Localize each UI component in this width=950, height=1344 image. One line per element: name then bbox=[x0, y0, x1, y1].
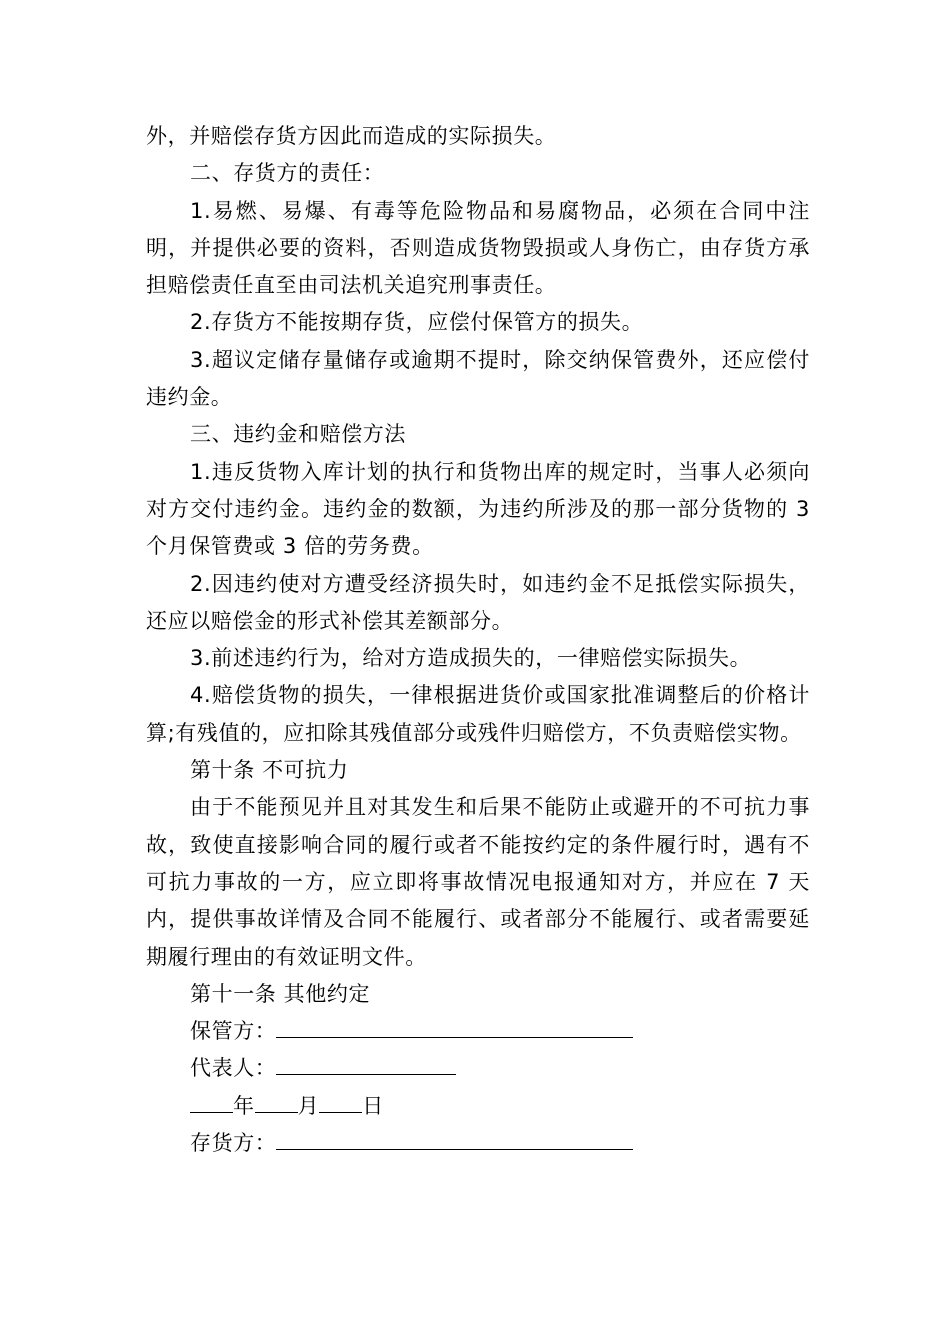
clause-goods-loss: 4.赔偿货物的损失，一律根据进货价或国家批准调整后的价格计算;有残值的，应扣除其残值部分或残件归赔偿方，不负责赔偿实物。 bbox=[146, 683, 810, 745]
custodian-blank[interactable] bbox=[276, 1015, 633, 1038]
representative-blank[interactable] bbox=[276, 1052, 456, 1075]
custodian-signature-line bbox=[146, 1013, 810, 1050]
paragraph-continuation: 外，并赔偿存货方因此而造成的实际损失。 bbox=[146, 124, 557, 148]
clause-penalty-amount: 1.违反货物入库计划的执行和货物出库的规定时，当事人必须向对方交付违约金。违约金的数额，为违约所涉及的那一部分货物的 3 个月保管费或 3 倍的劳务费。 bbox=[146, 459, 810, 559]
article-ten-heading: 第十条 不可抗力 bbox=[190, 758, 349, 783]
month-blank[interactable] bbox=[255, 1090, 298, 1113]
representative-label: 代表人： bbox=[190, 1056, 277, 1081]
date-line bbox=[146, 1088, 810, 1125]
article-eleven-heading: 第十一条 其他约定 bbox=[190, 981, 371, 1006]
year-label: 年 bbox=[233, 1093, 255, 1118]
clause-dangerous-goods: 1.易燃、易爆、有毒等危险物品和易腐物品，必须在合同中注明，并提供必要的资料，否则造成货物毁损或人身伤亡，由存货方承担赔偿责任直至由司法机关追究刑事责任。 bbox=[146, 198, 810, 298]
clause-actual-loss: 3.前述违约行为，给对方造成损失的，一律赔偿实际损失。 bbox=[190, 646, 752, 671]
depositor-blank[interactable] bbox=[276, 1127, 633, 1150]
day-label: 日 bbox=[362, 1093, 384, 1118]
year-blank[interactable] bbox=[190, 1090, 233, 1113]
clause-compensation: 2.因违约使对方遭受经济损失时，如违约金不足抵偿实际损失，还应以赔偿金的形式补偿其差额部分。 bbox=[146, 571, 810, 633]
depositor-label: 存货方： bbox=[190, 1131, 277, 1156]
clause-late-deposit: 2.存货方不能按期存货，应偿付保管方的损失。 bbox=[190, 310, 644, 335]
document-body bbox=[146, 118, 810, 1162]
clause-excess-storage: 3.超议定储存量储存或逾期不提时，除交纳保管费外，还应偿付违约金。 bbox=[146, 347, 810, 410]
depositor-signature-line bbox=[146, 1125, 810, 1162]
section-heading-depositor-duties: 二、存货方的责任： bbox=[190, 161, 385, 186]
representative-signature-line bbox=[146, 1050, 810, 1087]
day-blank[interactable] bbox=[319, 1090, 362, 1113]
clause-force-majeure: 由于不能预见并且对其发生和后果不能防止或避开的不可抗力事故，致使直接影响合同的履行或者不能按约定的条件履行时，遇有不可抗力事故的一方，应立即将事故情况电报通知对方，并应在 7 天内，提供事故详情及合同不能履行、或者部分不能履行、或者需要延期履行理由的有效证明文件。 bbox=[146, 795, 810, 969]
custodian-label: 保管方： bbox=[190, 1019, 277, 1044]
month-label: 月 bbox=[297, 1093, 320, 1118]
section-heading-penalty: 三、违约金和赔偿方法 bbox=[190, 422, 406, 447]
